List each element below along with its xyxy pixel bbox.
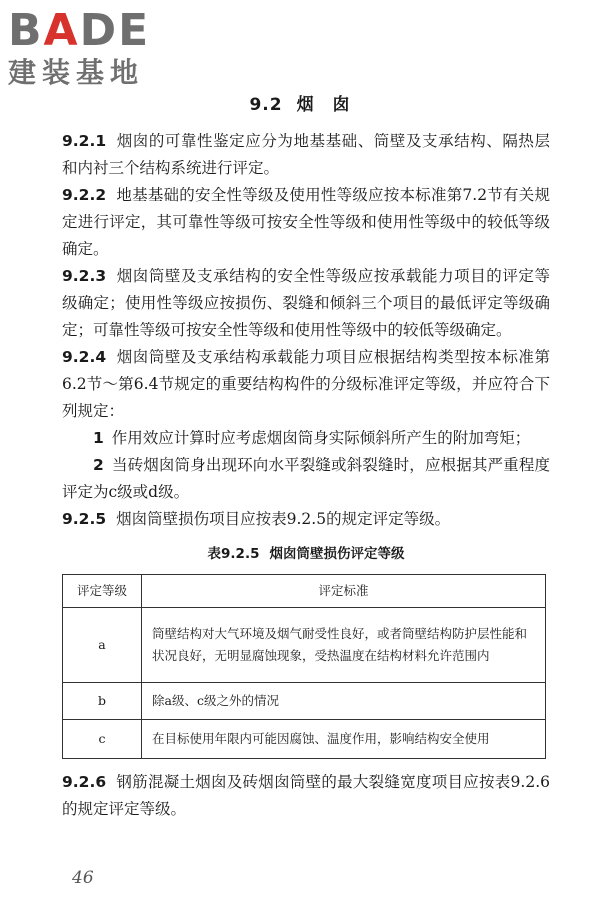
clause-9-2-2: 9.2.2 地基基础的安全性等级及使用性等级应按本标准第7.2节有关规定进行评定，其可靠性等级可按安全性等级和使用性等级中的较低等级确定。 (62, 186, 550, 258)
grade-cell: b (63, 683, 142, 720)
criteria-cell: 筒壁结构对大气环境及烟气耐受性良好，或者筒壁结构防护层性能和状况良好，无明显腐蚀现象，受热温度在结构材料允许范围内 (142, 608, 546, 683)
table-header-grade: 评定等级 (63, 575, 142, 608)
section-number: 9.2 (249, 95, 283, 115)
page-number: 46 (72, 868, 94, 888)
grade-cell: c (63, 720, 142, 759)
table-caption (62, 541, 550, 568)
logo-subtitle: 建装基地 (8, 56, 145, 89)
grade-cell: a (63, 608, 142, 683)
clause-9-2-1: 9.2.1 烟囱的可靠性鉴定应分为地基基础、筒壁及支承结构、隔热层和内衬三个结构系统进行评定。 (62, 132, 550, 177)
logo-wordmark: BADE (8, 5, 151, 56)
clause-9-2-4-item-2: 2 当砖烟囱筒身出现环向水平裂缝或斜裂缝时，应根据其严重程度评定为c级或d级。 (62, 456, 550, 501)
table-row (63, 608, 546, 683)
table-row (63, 683, 546, 720)
clause-9-2-5: 9.2.5 烟囱筒壁损伤项目应按表9.2.5的规定评定等级。 (62, 510, 451, 528)
section-title (0, 90, 600, 115)
clause-9-2-4: 9.2.4 烟囱筒壁及支承结构承载能力项目应根据结构类型按本标准第6.2节～第6.4节规定的重要结构构件的分级标准评定等级，并应符合下列规定： (62, 348, 550, 420)
document-body (62, 128, 550, 823)
table-title: 烟囱筒壁损伤评定等级 (269, 546, 405, 562)
table-header-row (63, 575, 546, 608)
table-header-criteria: 评定标准 (142, 575, 546, 608)
damage-grade-table (62, 574, 546, 759)
section-heading: 烟 囱 (296, 95, 351, 115)
criteria-cell: 在目标使用年限内可能因腐蚀、温度作用，影响结构安全使用 (142, 720, 546, 759)
criteria-cell: 除a级、c级之外的情况 (142, 683, 546, 720)
table-row (63, 720, 546, 759)
logo (8, 6, 173, 90)
clause-9-2-3: 9.2.3 烟囱筒壁及支承结构的安全性等级应按承载能力项目的评定等级确定；使用性等级应按损伤、裂缝和倾斜三个项目的最低评定等级确定；可靠性等级可按安全性等级和使用性等级中的较低等级确定。 (62, 267, 550, 339)
clause-9-2-4-item-1: 1 作用效应计算时应考虑烟囱筒身实际倾斜所产生的附加弯矩； (93, 429, 531, 447)
logo-accent-letter: A (43, 5, 80, 56)
clause-9-2-6: 9.2.6 钢筋混凝土烟囱及砖烟囱筒壁的最大裂缝宽度项目应按表9.2.6的规定评定等级。 (62, 773, 550, 818)
table-number: 表9.2.5 (207, 546, 260, 562)
